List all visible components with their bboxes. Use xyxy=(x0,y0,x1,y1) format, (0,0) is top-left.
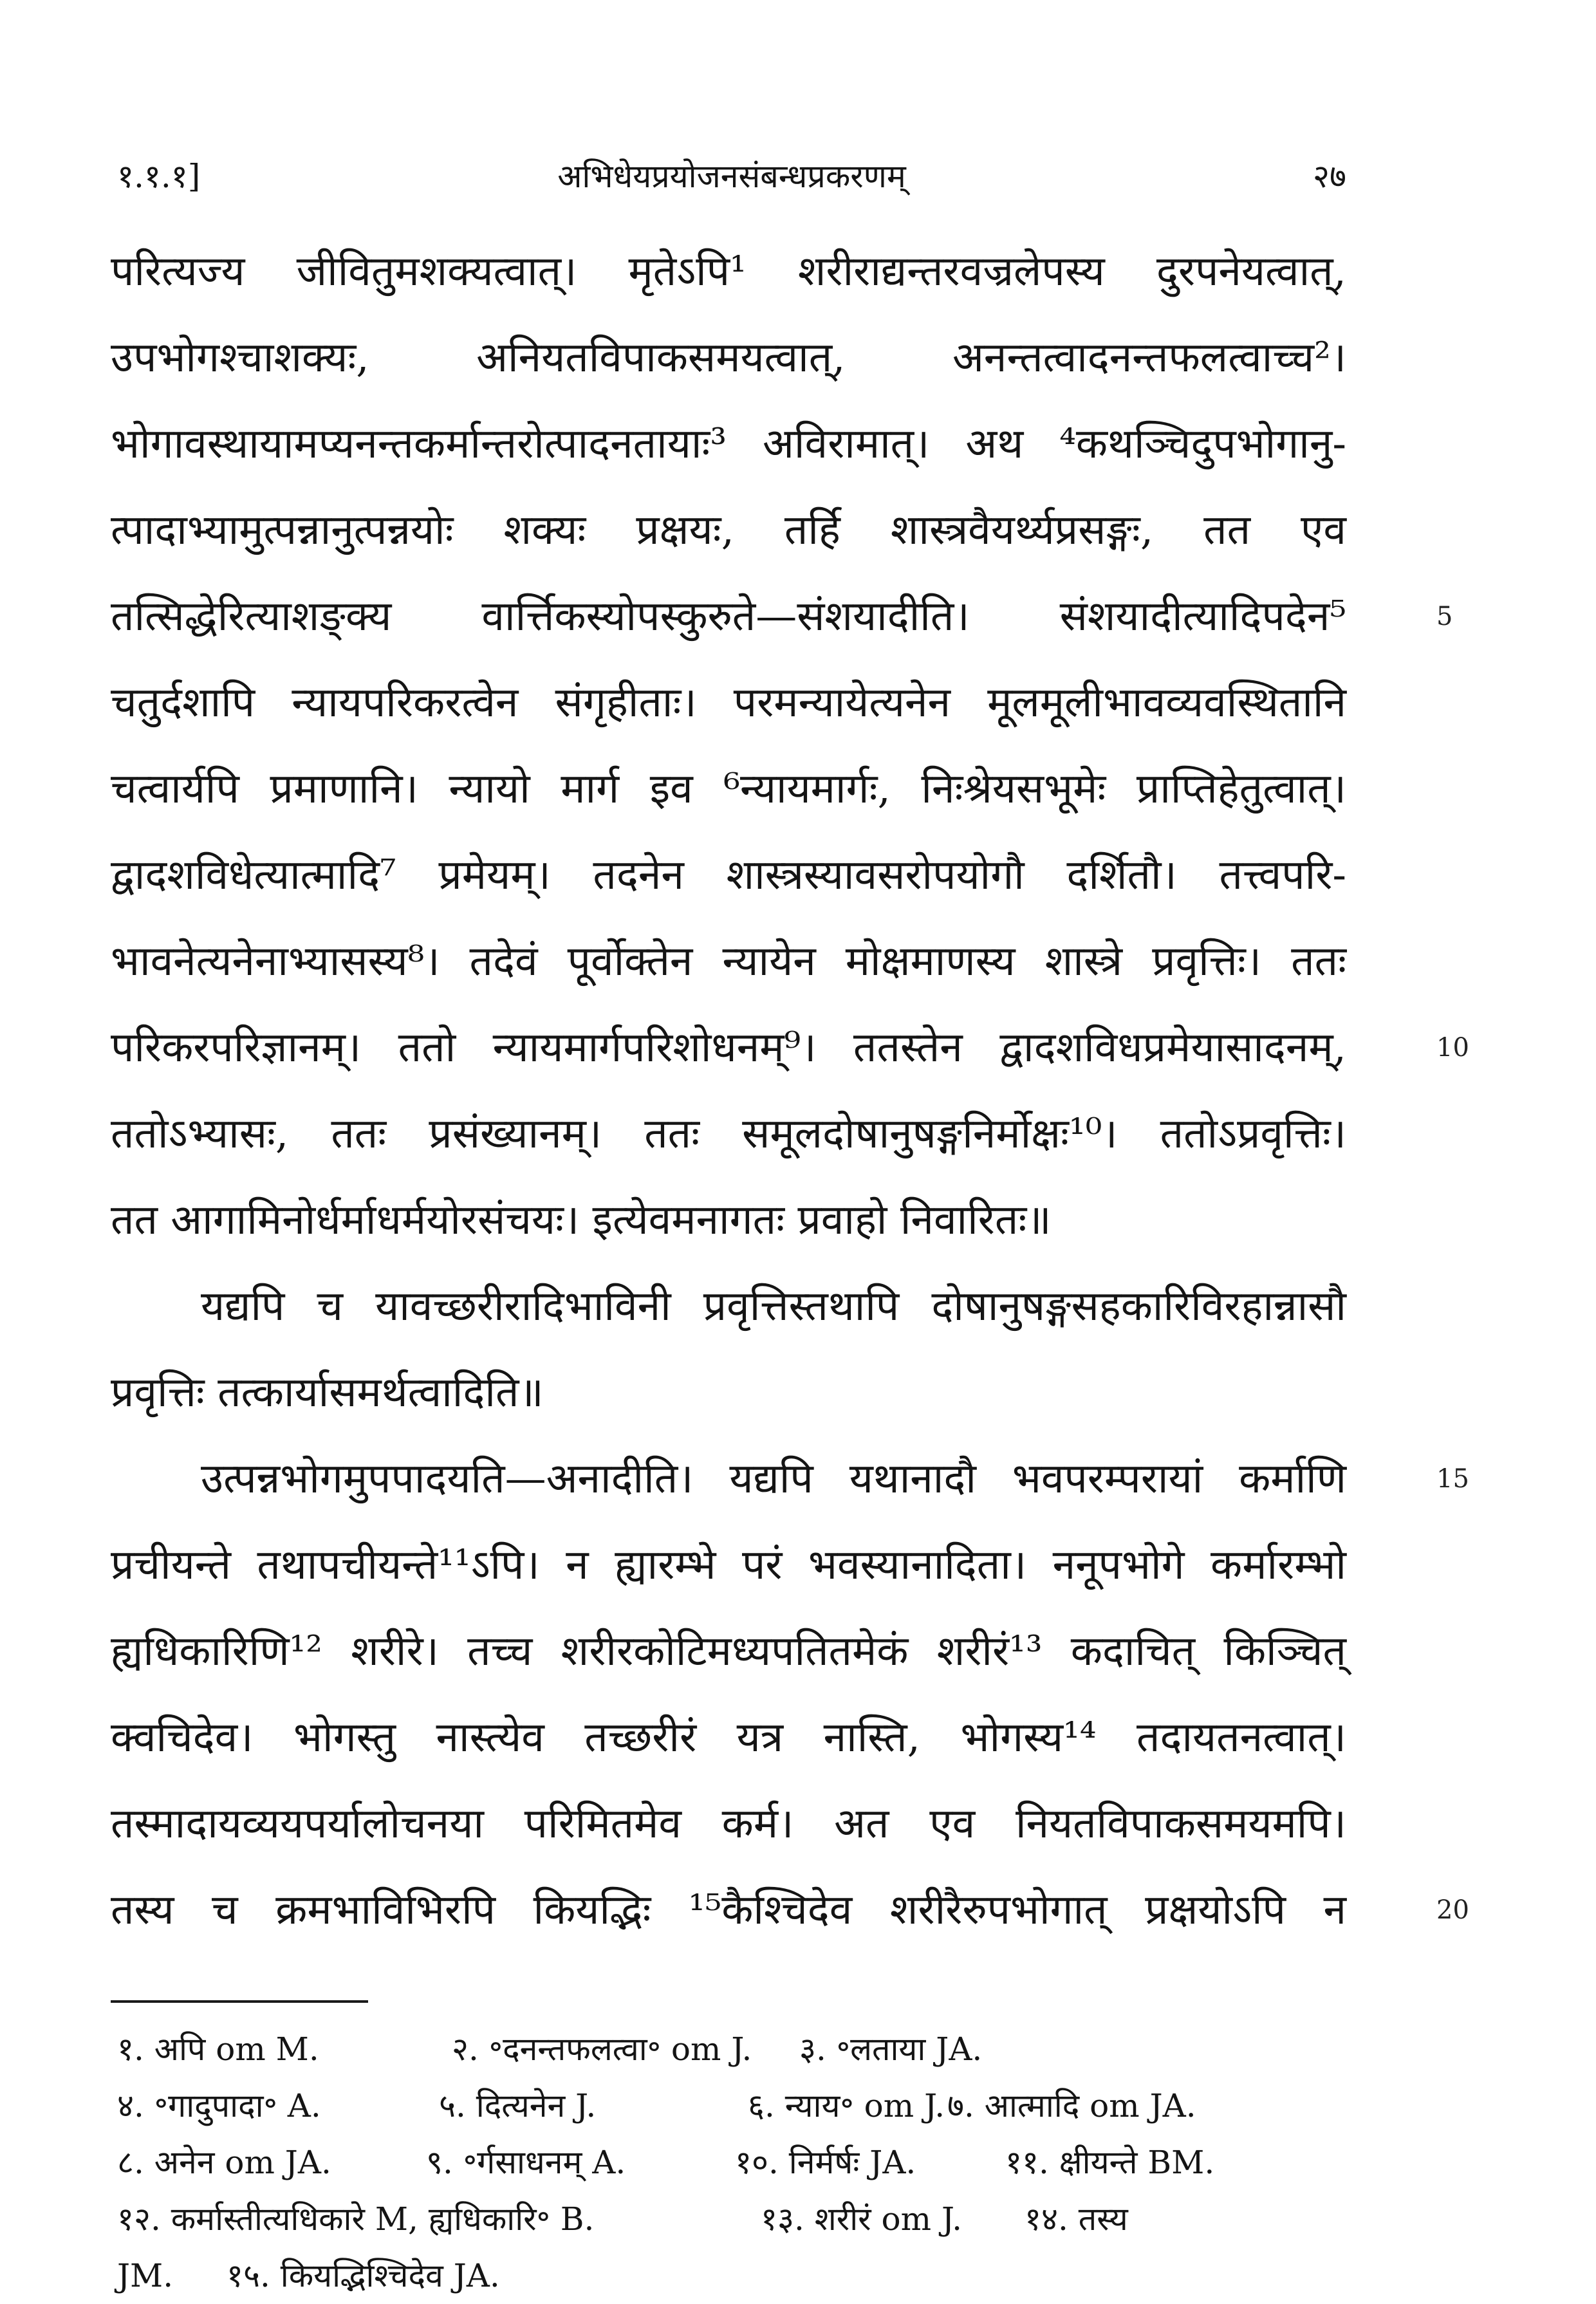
footnote: ८. अनेन om JA. xyxy=(117,2144,331,2181)
text-line xyxy=(111,315,1346,401)
line-number: 10 xyxy=(1436,1033,1469,1063)
line-text: उत्पन्नभोगमुपपादयति—अनादीति। यद्यपि यथानादौ भवपरम्परायां कर्माणि xyxy=(201,1455,1346,1503)
line-text: क्वचिदेव। भोगस्तु नास्त्येव तच्छरीरं यत्र नास्ति, भोगस्य¹⁴ तदायतनत्वात्। xyxy=(111,1714,1346,1761)
text-line xyxy=(111,1005,1469,1091)
text-line xyxy=(111,1436,1469,1522)
text-line xyxy=(111,1608,1346,1695)
line-text: त्पादाभ्यामुत्पन्नानुत्पन्नयोः शक्यः प्रक्षयः, तर्हि शास्त्रवैयर्थ्यप्रसङ्गः, तत एव xyxy=(111,506,1346,554)
line-text: चत्वार्यपि प्रमाणानि। न्यायो मार्ग इव ⁶न्यायमार्गः, निःश्रेयसभूमेः प्राप्तिहेतुत्वात्। xyxy=(111,765,1346,813)
main-text xyxy=(111,228,1469,1953)
footnote-row xyxy=(117,2134,1340,2191)
text-line xyxy=(111,487,1346,573)
line-text: परिकरपरिज्ञानम्। ततो न्यायमार्गपरिशोधनम्⁹। ततस्तेन द्वादशविधप्रमेयासादनम्, xyxy=(111,1024,1346,1072)
footnotes xyxy=(117,2021,1340,2304)
footnote-row xyxy=(117,2021,1340,2077)
line-number: 20 xyxy=(1436,1895,1469,1925)
footnote: ५. दित्यनेन J. xyxy=(439,2087,597,2124)
line-text: तस्य च क्रमभाविभिरपि कियद्भिः ¹⁵कैश्चिदेव शरीरैरुपभोगात् प्रक्षयोऽपि न xyxy=(111,1886,1346,1934)
line-text: तत आगामिनोर्धर्माधर्मयोरसंचयः। इत्येवमनागतः प्रवाहो निवारितः॥ xyxy=(111,1196,1052,1244)
section-number: १.१.१] xyxy=(117,158,201,195)
line-text: तस्मादायव्ययपर्यालोचनया परिमितमेव कर्म। अत एव नियतविपाकसमयमपि। xyxy=(111,1800,1346,1848)
line-text: प्रचीयन्ते तथापचीयन्ते¹¹ऽपि। न ह्यारम्भे परं भवस्यानादिता। ननूपभोगे कर्मारम्भो xyxy=(111,1541,1346,1589)
line-text: ह्यधिकारिणि¹² शरीरे। तच्च शरीरकोटिमध्यपतितमेकं शरीरं¹³ कदाचित् किञ्चित् xyxy=(111,1628,1346,1675)
line-text: यद्यपि च यावच्छरीरादिभाविनी प्रवृत्तिस्तथापि दोषानुषङ्गसहकारिविरहान्नासौ xyxy=(201,1283,1346,1330)
footnote-row xyxy=(117,2247,1340,2304)
text-line xyxy=(111,832,1346,918)
line-text: उपभोगश्चाशक्यः, अनियतविपाकसमयत्वात्, अनन्तत्वादनन्तफलत्वाच्च²। xyxy=(111,334,1346,382)
line-text: परित्यज्य जीवितुमशक्यत्वात्। मृतेऽपि¹ शरीराद्यन्तरवज्रलेपस्य दुरपनेयत्वात्, xyxy=(111,248,1346,295)
line-text: ततोऽभ्यासः, ततः प्रसंख्यानम्। ततः समूलदोषानुषङ्गनिर्मोक्षः¹⁰। ततोऽप्रवृत्तिः। xyxy=(111,1110,1346,1158)
text-line xyxy=(111,746,1346,832)
text-line xyxy=(111,1781,1346,1867)
line-text: चतुर्दशापि न्यायपरिकरत्वेन संगृहीताः। परमन्यायेत्यनेन मूलमूलीभावव्यवस्थितानि xyxy=(111,679,1346,727)
line-text: द्वादशविधेत्यात्मादि⁷ प्रमेयम्। तदनेन शास्त्रस्यावसरोपयोगौ दर्शितौ। तत्त्वपरि- xyxy=(111,851,1346,899)
footnote-row xyxy=(117,2077,1340,2134)
footnote: १. अपि om M. xyxy=(117,2030,319,2068)
text-line xyxy=(111,1263,1346,1350)
footnote: ४. ॰गादुपादा॰ A. xyxy=(117,2087,321,2124)
line-text: प्रवृत्तिः तत्कार्यासमर्थत्वादिति॥ xyxy=(111,1369,544,1417)
text-line xyxy=(111,1867,1469,1953)
footnote: १२. कर्मास्तीत्यधिकारे M, ह्यधिकारि॰ B. xyxy=(117,2200,595,2238)
line-number: 5 xyxy=(1436,602,1453,631)
footnote-row xyxy=(117,2191,1340,2247)
footnote: ३. ॰लताया JA. xyxy=(799,2030,983,2068)
text-line xyxy=(111,1522,1346,1608)
line-text: तत्सिद्धेरित्याशङ्क्य वार्त्तिकस्योपस्कुरुते—संशयादीति। संशयादीत्यादिपदेन⁵ xyxy=(111,593,1346,640)
footnote: १३. शरीरं om J. xyxy=(761,2200,962,2238)
text-line xyxy=(111,573,1453,660)
text-line xyxy=(111,660,1346,746)
footnote-divider xyxy=(111,2000,368,2003)
chapter-title: अभिधेयप्रयोजनसंबन्धप्रकरणम् xyxy=(557,158,906,195)
footnote: ६. न्याय॰ om J. xyxy=(748,2087,945,2124)
footnote: १५. कियद्भिश्चिदेव JA. xyxy=(227,2257,500,2294)
footnote: १०. निर्मर्षः JA. xyxy=(735,2144,916,2181)
footnote: ११. क्षीयन्ते BM. xyxy=(1005,2144,1215,2181)
text-line xyxy=(111,228,1346,315)
footnote: ७. आत्मादि om JA. xyxy=(947,2087,1196,2124)
line-number: 15 xyxy=(1436,1464,1469,1494)
line-text: भावनेत्यनेनाभ्यासस्य⁸। तदेवं पूर्वोक्तेन न्यायेन मोक्षमाणस्य शास्त्रे प्रवृत्तिः। ततः xyxy=(111,938,1346,985)
footnote: १४. तस्य xyxy=(1025,2200,1128,2238)
footnote: JM. xyxy=(117,2257,174,2294)
text-line xyxy=(111,918,1346,1005)
page-number: २७ xyxy=(1313,158,1346,195)
running-header xyxy=(117,153,1346,205)
text-line xyxy=(111,1350,1346,1436)
line-text: भोगावस्थायामप्यनन्तकर्मान्तरोत्पादनतायाः³ अविरामात्। अथ ⁴कथञ्चिदुपभोगानु- xyxy=(111,420,1346,468)
text-line xyxy=(111,401,1346,487)
footnote: २. ॰दनन्तफलत्वा॰ om J. xyxy=(452,2030,752,2068)
text-line xyxy=(111,1091,1346,1177)
text-line xyxy=(111,1177,1346,1263)
text-line xyxy=(111,1695,1346,1781)
footnote: ९. ॰र्गसाधनम् A. xyxy=(426,2144,626,2181)
